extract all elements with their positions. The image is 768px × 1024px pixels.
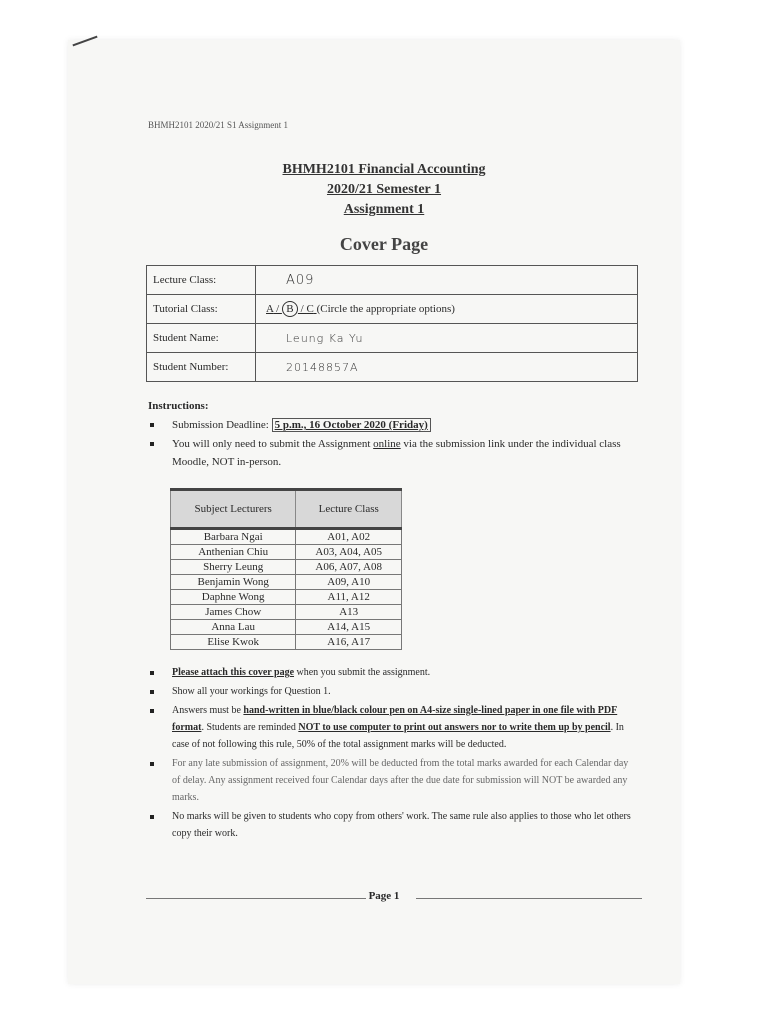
lecture-class-value: A09 (286, 272, 315, 288)
tutorial-option-a[interactable]: A (266, 303, 274, 315)
tutorial-note: (Circle the appropriate options) (316, 303, 455, 315)
student-name-row (147, 324, 638, 353)
rule-3-c: . Students are reminded (201, 722, 296, 733)
rule-late-submission: For any late submission of assignment, 20% will be deducted from the total marks awarded for each Calendar day of delay. Any assignment received four Calendar days after the due date for submission will NOT be awarded any marks. (148, 755, 638, 806)
table-row (171, 560, 402, 575)
student-name-value: Leung Ka Yu (286, 331, 364, 345)
rule-3-b: hand-written in blue/black colour pen on A4-size single-lined paper in one file with PDF format (172, 705, 618, 733)
lecture-class-cell: A11, A12 (296, 590, 402, 605)
lecture-class-cell: A09, A10 (296, 575, 402, 590)
course-title: BHMH2101 Financial Accounting (282, 162, 486, 177)
deadline-value: 5 p.m., 16 October 2020 (Friday) (272, 418, 431, 432)
lecture-class-row (147, 266, 638, 295)
rules-section (148, 664, 638, 844)
deadline-bullet (148, 416, 638, 434)
rule-1-bold: Please attach this cover page (172, 667, 295, 678)
lecturer-name: Elise Kwok (171, 635, 296, 650)
student-number-label: Student Number: (147, 353, 256, 382)
tutorial-options: A / B / C (266, 303, 314, 315)
student-name-field[interactable] (256, 324, 638, 353)
online-word: online (373, 438, 401, 450)
rule-handwritten (148, 702, 638, 753)
lecture-class-label: Lecture Class: (147, 266, 256, 295)
table-row (171, 620, 402, 635)
online-submission-bullet (148, 435, 638, 471)
semester-title: 2020/21 Semester 1 (326, 182, 442, 197)
tutorial-class-label: Tutorial Class: (147, 295, 256, 324)
tutorial-option-c[interactable]: C (306, 303, 314, 315)
lecture-class-cell: A14, A15 (296, 620, 402, 635)
tutorial-option-b-circled[interactable]: B (282, 301, 298, 317)
table-row (171, 529, 402, 545)
footer-rule-right (416, 898, 642, 899)
student-number-value: 20148857A (286, 360, 359, 374)
rule-copying: No marks will be given to students who copy from others' work. The same rule also applies to those who let others copy their work. (148, 808, 638, 842)
lecturer-name: Sherry Leung (171, 560, 296, 575)
online-text-1: You will only need to submit the Assignment (172, 438, 371, 450)
online-text-2: via the submission link under the individual class Moodle, NOT in-person. (172, 438, 621, 468)
lecturer-name: Benjamin Wong (171, 575, 296, 590)
rule-show-workings: Show all your workings for Question 1. (148, 683, 638, 700)
running-header: BHMH2101 2020/21 S1 Assignment 1 (148, 120, 289, 130)
lecturer-name: Barbara Ngai (171, 529, 296, 545)
table-row (171, 575, 402, 590)
lecture-class-cell: A13 (296, 605, 402, 620)
instructions-section (148, 400, 638, 472)
instructions-heading: Instructions: (148, 400, 209, 412)
cover-page-heading: Cover Page (339, 234, 429, 254)
table-row (171, 635, 402, 650)
deadline-prefix: Submission Deadline: (172, 419, 269, 431)
table-row (171, 590, 402, 605)
lecturer-table-header (171, 490, 402, 529)
header-subject-lecturers: Subject Lecturers (171, 490, 296, 529)
student-number-field[interactable] (256, 353, 638, 382)
student-name-label: Student Name: (147, 324, 256, 353)
lecture-class-cell: A16, A17 (296, 635, 402, 650)
lecturer-table (170, 488, 402, 650)
tutorial-class-field[interactable] (256, 295, 638, 324)
header-lecture-class: Lecture Class (296, 490, 402, 529)
lecture-class-cell: A03, A04, A05 (296, 545, 402, 560)
lecturer-name: Anna Lau (171, 620, 296, 635)
rule-1-rest: when you submit the assignment. (296, 667, 431, 678)
lecture-class-cell: A06, A07, A08 (296, 560, 402, 575)
title-block (0, 160, 768, 220)
lecturer-name: James Chow (171, 605, 296, 620)
table-row (171, 545, 402, 560)
rule-attach-cover (148, 664, 638, 681)
rule-3-d: NOT to use computer to print out answers nor to write them up by pencil (298, 722, 611, 733)
table-row (171, 605, 402, 620)
page-number: Page 1 (368, 890, 400, 902)
assignment-title: Assignment 1 (343, 202, 425, 217)
student-number-row (147, 353, 638, 382)
rule-3-a: Answers must be (172, 705, 241, 716)
lecture-class-field[interactable] (256, 266, 638, 295)
student-info-table (146, 265, 638, 382)
lecture-class-cell: A01, A02 (296, 529, 402, 545)
tutorial-class-row (147, 295, 638, 324)
rule-3-e: . In case of not following this rule, 50% of the total assignment marks will be deducted. (172, 722, 624, 750)
lecturer-name: Anthenian Chiu (171, 545, 296, 560)
lecturer-name: Daphne Wong (171, 590, 296, 605)
